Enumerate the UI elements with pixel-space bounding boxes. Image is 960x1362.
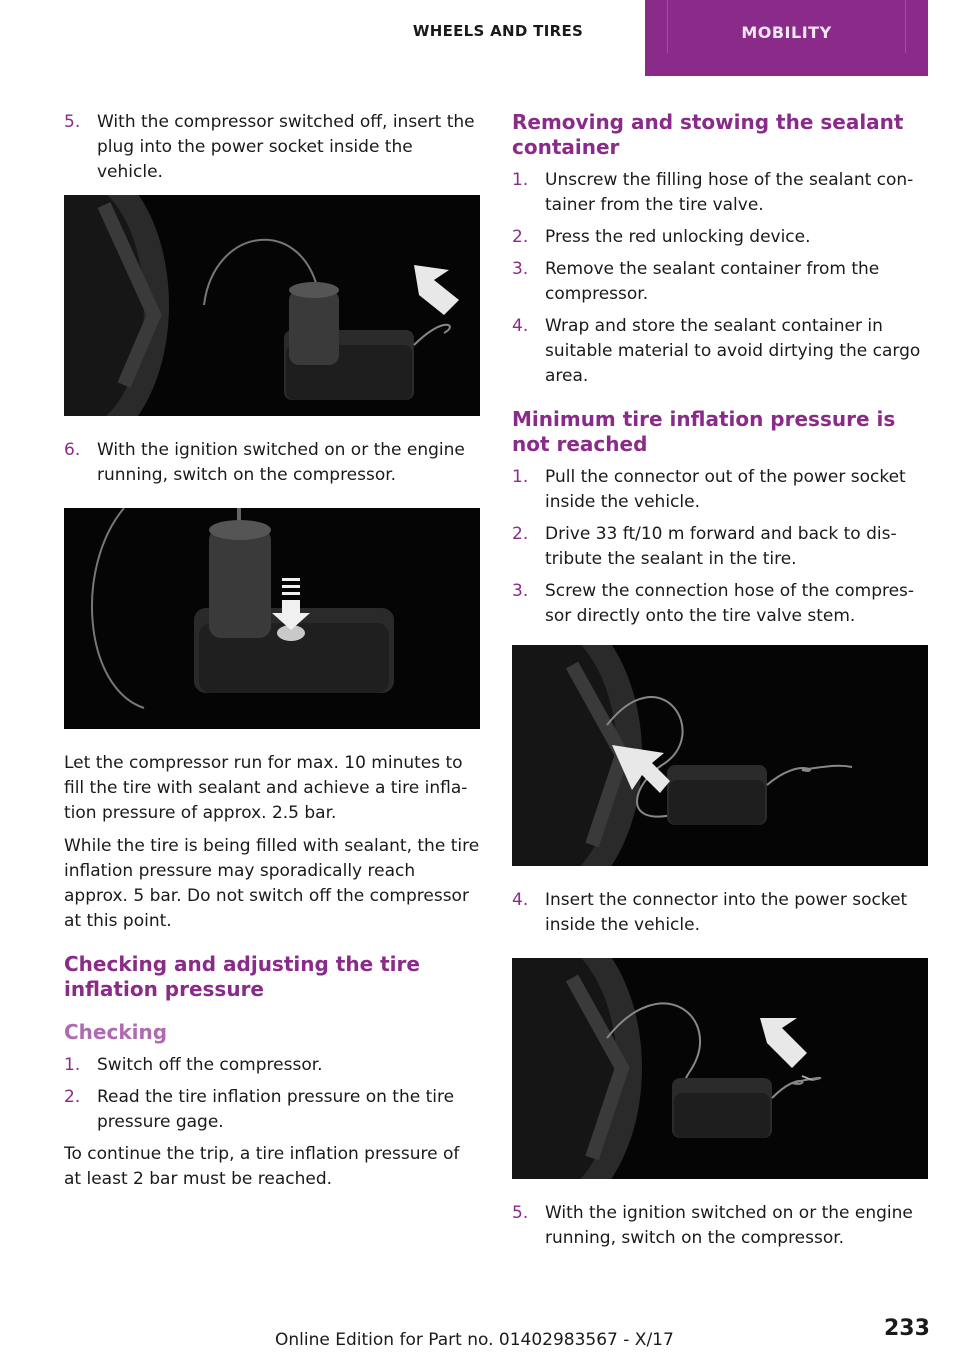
step-number: 5. xyxy=(64,112,81,132)
step-number: 2. xyxy=(64,1087,81,1107)
step-number: 1. xyxy=(64,1055,81,1075)
heading-checking-adjusting: Checking and adjusting the tire inflation pressure xyxy=(64,952,420,1001)
step-text: Unscrew the filling hose of the sealant con‐ tainer from the tire valve. xyxy=(545,170,914,215)
figure-connector-socket xyxy=(512,958,928,1179)
check-step-1 xyxy=(64,1053,480,1078)
right-column xyxy=(512,110,928,1258)
step-text: With the ignition switched on or the engine running, switch on the compressor. xyxy=(545,1203,913,1248)
remove-step-2 xyxy=(512,225,928,250)
figure-compressor-switch xyxy=(64,508,480,729)
footer-edition: Online Edition for Part no. 01402983567 - X/17 xyxy=(275,1330,674,1350)
remove-step-3 xyxy=(512,257,928,307)
step-number: 1. xyxy=(512,170,529,190)
step-number: 6. xyxy=(64,440,81,460)
step-text: Press the red unlocking device. xyxy=(545,227,811,247)
min-step-1 xyxy=(512,465,928,515)
step-6-switch-on xyxy=(64,438,480,488)
step-number: 1. xyxy=(512,467,529,487)
figure-compressor-plug xyxy=(64,195,480,416)
step-number: 3. xyxy=(512,581,529,601)
min-step-2 xyxy=(512,522,928,572)
step-number: 2. xyxy=(512,227,529,247)
step-number: 5. xyxy=(512,1203,529,1223)
paragraph-continue-trip: To continue the trip, a tire inflation pressure of at least 2 bar must be reached. xyxy=(64,1144,460,1189)
heading-minimum-pressure: Minimum tire inflation pressure is not reached xyxy=(512,407,896,456)
step-text: With the compressor switched off, insert the plug into the power socket inside the vehicle. xyxy=(97,112,475,182)
chapter-tab xyxy=(645,0,928,76)
step-text: Insert the connector into the power socket inside the vehicle. xyxy=(545,890,908,935)
step-number: 4. xyxy=(512,316,529,336)
step-text: Remove the sealant container from the compressor. xyxy=(545,259,880,304)
check-step-2 xyxy=(64,1085,480,1135)
step-text: Pull the connector out of the power socket inside the vehicle. xyxy=(545,467,906,512)
step-text: Screw the connection hose of the compres‐ sor directly onto the tire valve stem. xyxy=(545,581,915,626)
step-text: Switch off the compressor. xyxy=(97,1055,323,1075)
step-text: With the ignition switched on or the engine running, switch on the compressor. xyxy=(97,440,465,485)
page-number: 233 xyxy=(884,1316,930,1341)
min-step-4 xyxy=(512,888,928,938)
compressor-switch-illustration xyxy=(64,508,480,729)
hose-valve-illustration xyxy=(512,645,928,866)
heading-checking: Checking xyxy=(64,1020,168,1044)
remove-step-1 xyxy=(512,168,928,218)
connector-socket-illustration xyxy=(512,958,928,1179)
min-step-5 xyxy=(512,1201,928,1251)
remove-step-4 xyxy=(512,314,928,389)
figure-hose-valve xyxy=(512,645,928,866)
step-number: 2. xyxy=(512,524,529,544)
left-column xyxy=(64,110,480,1200)
heading-removing-stowing: Removing and stowing the sealant container xyxy=(512,110,904,159)
paragraph-pressure-note: While the tire is being filled with sealant, the tire inflation pressure may sporadically reach approx. 5 bar. Do not switch off the compressor at this point. xyxy=(64,836,480,931)
chapter-tab-label: MOBILITY xyxy=(667,0,906,53)
step-text: Wrap and store the sealant container in suitable material to avoid dirtying the cargo area. xyxy=(545,316,921,386)
step-number: 4. xyxy=(512,890,529,910)
step-text: Drive 33 ft/10 m forward and back to dis‐ tribute the sealant in the tire. xyxy=(545,524,897,569)
running-header-section: WHEELS AND TIRES xyxy=(412,22,584,40)
min-step-3 xyxy=(512,579,928,629)
step-text: Read the tire inflation pressure on the tire pressure gage. xyxy=(97,1087,455,1132)
step-number: 3. xyxy=(512,259,529,279)
compressor-plug-illustration xyxy=(64,195,480,416)
step-5-plug-in xyxy=(64,110,480,185)
paragraph-run-compressor: Let the compressor run for max. 10 minutes to fill the tire with sealant and achieve a tire infla‐ tion pressure of approx. 2.5 bar. xyxy=(64,753,468,823)
